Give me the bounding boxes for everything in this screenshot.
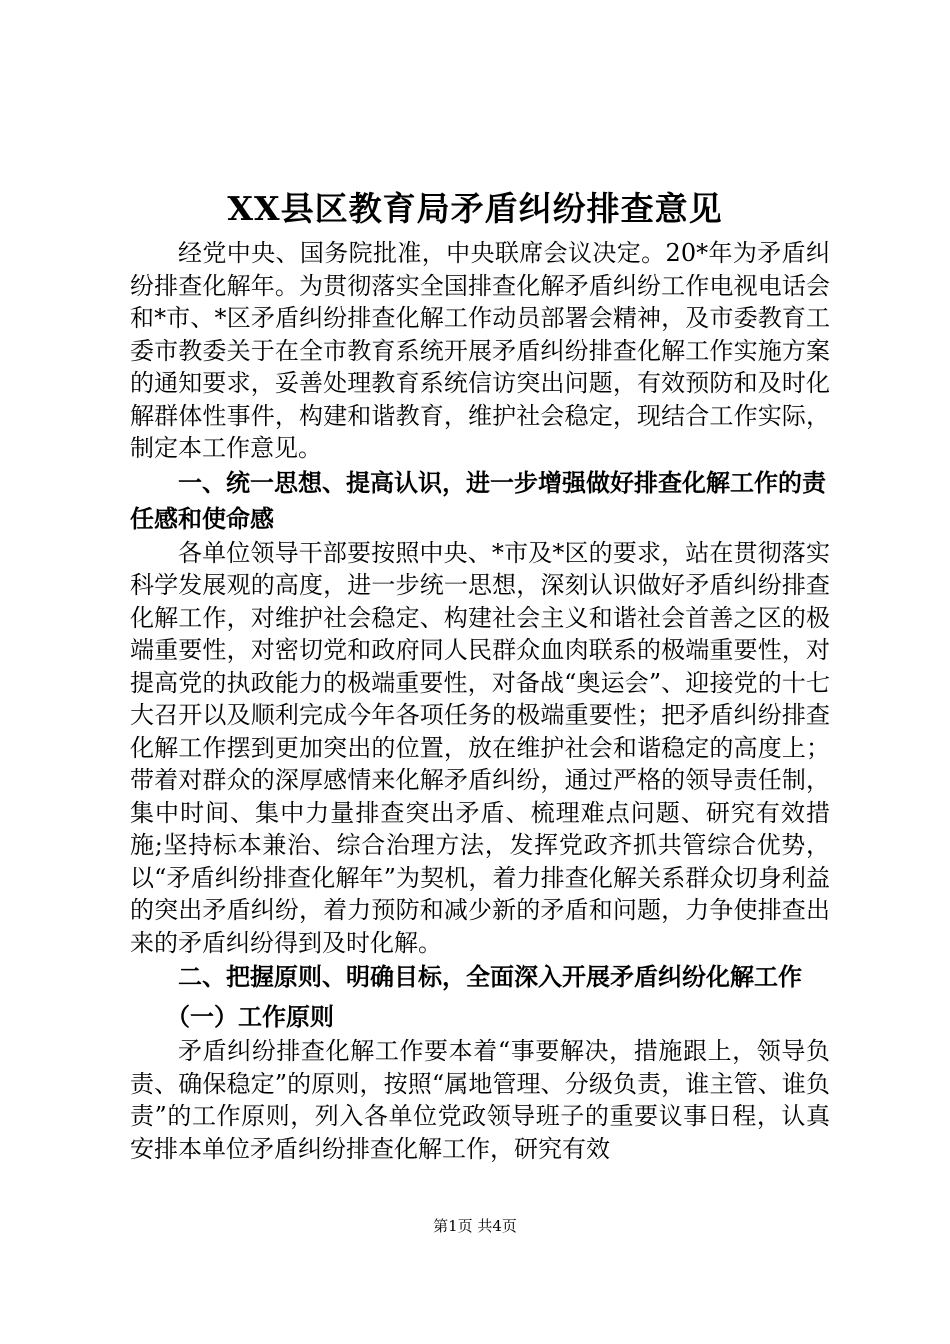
section-heading-2: 二、把握原则、明确目标，全面深入开展矛盾纠纷化解工作 bbox=[178, 963, 802, 991]
page-footer: 第1页 共4页 bbox=[433, 1217, 517, 1235]
document-body bbox=[130, 237, 830, 1165]
subheading-work-principles: （一）工作原则 bbox=[166, 1003, 334, 1031]
section-heading-1: 一、统一思想、提高认识，进一步增强做好排查化解工作的责任感和使命感 bbox=[130, 468, 826, 533]
intro-paragraph: 经党中央、国务院批准，中央联席会议决定。20*年为矛盾纠纷排查化解年。为贯彻落实全国排查化解矛盾纠纷工作电视电话会和*市、*区矛盾纠纷排查化解工作动员部署会精神，及市委教育工委市教委关于在全市教育系统开展矛盾纠纷排查化解工作实施方案的通知要求，妥善处理教育系统信访突出问题，有效预防和及时化解群体性事件，构建和谐教育，维护社会稳定，现结合工作实际，制定本工作意见。 bbox=[130, 239, 830, 462]
document-title: XX县区教育局矛盾纠纷排查意见 bbox=[227, 189, 723, 228]
section-1-paragraph: 各单位领导干部要按照中央、*市及*区的要求，站在贯彻落实科学发展观的高度，进一步统一思想，深刻认识做好矛盾纠纷排查化解工作，对维护社会稳定、构建社会主义和谐社会首善之区的极端重要性，对密切党和政府同人民群众血肉联系的极端重要性，对提高党的执政能力的极端重要性，对备战“奥运会”、迎接党的十七大召开以及顺利完成今年各项任务的极端重要性；把矛盾纠纷排查化解工作摆到更加突出的位置，放在维护社会和谐稳定的高度上；带着对群众的深厚感情来化解矛盾纠纷，通过严格的领导责任制，集中时间、集中力量排查突出矛盾、梳理难点问题、研究有效措施;坚持标本兼治、综合治理方法，发挥党政齐抓共管综合优势，以“矛盾纠纷排查化解年”为契机，着力排查化解关系群众切身利益的突出矛盾纠纷，着力预防和减少新的矛盾和问题，力争使排查出来的矛盾纠纷得到及时化解。 bbox=[130, 538, 830, 957]
section-2-paragraph: 矛盾纠纷排查化解工作要本着“事要解决，措施跟上，领导负责、确保稳定”的原则，按照“属地管理、分级负责，谁主管、谁负责”的工作原则，列入各单位党政领导班子的重要议事日程，认真安排本单位矛盾纠纷排查化解工作，研究有效 bbox=[130, 1037, 830, 1163]
